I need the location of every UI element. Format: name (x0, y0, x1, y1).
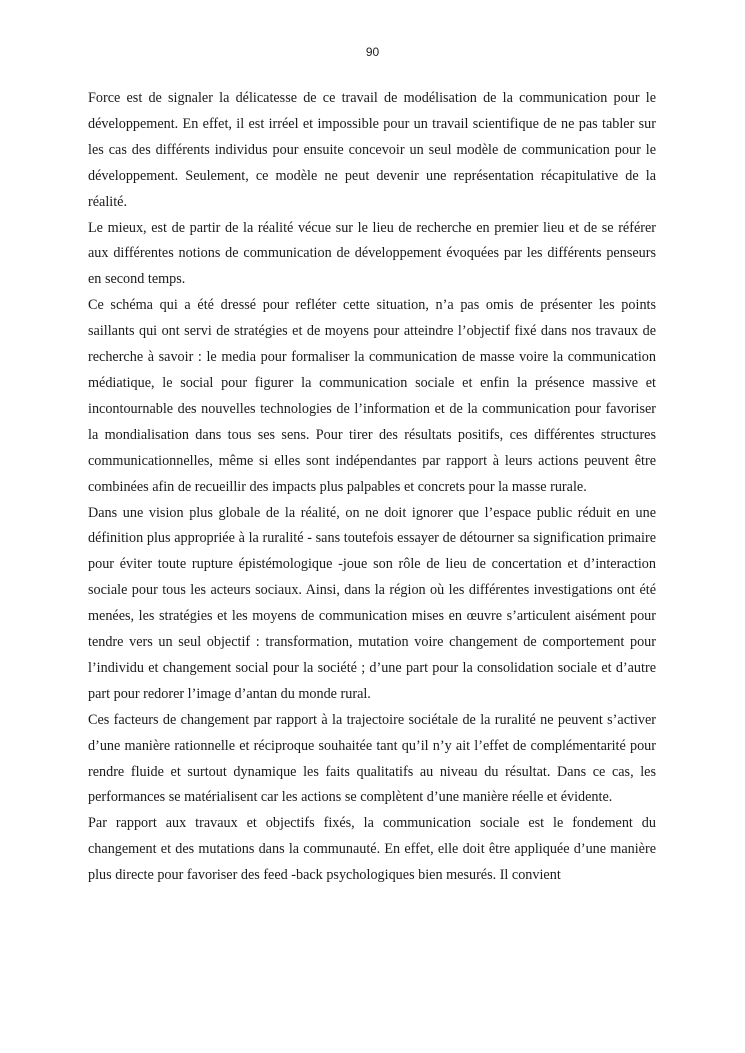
paragraph-1: Force est de signaler la délicatesse de ce travail de modélisation de la communication pour le développement. En effet, il est irréel et impossible pour un travail scientifique de ne pas tabler sur les cas des différents individus pour ensuite concevoir un seul modèle de communication pour le développement. Seulement, ce modèle ne peut devenir une représentation récapitulative de la réalité. (88, 90, 656, 210)
paragraph-3: Ce schéma qui a été dressé pour refléter cette situation, n’a pas omis de présenter les points saillants qui ont servi de stratégies et de moyens pour atteindre l’objectif fixé dans nos travaux de recherche à savoir : le media pour formaliser la communication de masse voire la communication médiatique, le social pour figurer la communication sociale et enfin la présence massive et incontournable des nouvelles technologies de l’information et de la communication pour favoriser la mondialisation dans tous ses sens. Pour tirer des résultats positifs, ces différentes structures communicationnelles, même si elles sont indépendantes par rapport à leurs actions peuvent être combinées afin de recueillir des impacts plus palpables et concrets pour la masse rurale. (88, 297, 656, 495)
page-number: 90 (365, 45, 380, 59)
paragraph-6: Par rapport aux travaux et objectifs fixés, la communication sociale est le fondement du changement et des mutations dans la communauté. En effet, elle doit être appliquée d’une manière plus directe pour favoriser des feed -back psychologiques bien mesurés. Il convient (88, 815, 656, 884)
paragraph-4: Dans une vision plus globale de la réalité, on ne doit ignorer que l’espace public réduit en une définition plus appropriée à la ruralité - sans toutefois essayer de détourner sa signification primaire pour éviter toute rupture épistémologique -joue son rôle de lieu de concertation et d’interaction sociale pour tous les acteurs sociaux. Ainsi, dans la région où les différentes investigations ont été menées, les stratégies et les moyens de communication mises en œuvre s’articulent aisément pour tendre vers un seul objectif : transformation, mutation voire changement de comportement pour l’individu et changement social pour la société ; d’une part pour la consolidation sociale et d’autre part pour redorer l’image d’antan du monde rural. (88, 504, 656, 702)
paragraph-2: Le mieux, est de partir de la réalité vécue sur le lieu de recherche en premier lieu et de se référer aux différentes notions de communication de développement évoquées par les différents penseurs en second temps. (88, 219, 656, 288)
paragraph-5: Ces facteurs de changement par rapport à la trajectoire sociétale de la ruralité ne peuvent s’activer d’une manière rationnelle et réciproque souhaitée tant qu’il n’y ait l’effet de complémentarité pour rendre fluide et surtout dynamique les faits qualitatifs au niveau du résultat. Dans ce cas, les performances se matérialisent car les actions se complètent d’une manière réelle et évidente. (88, 711, 656, 806)
document-body (88, 86, 656, 889)
